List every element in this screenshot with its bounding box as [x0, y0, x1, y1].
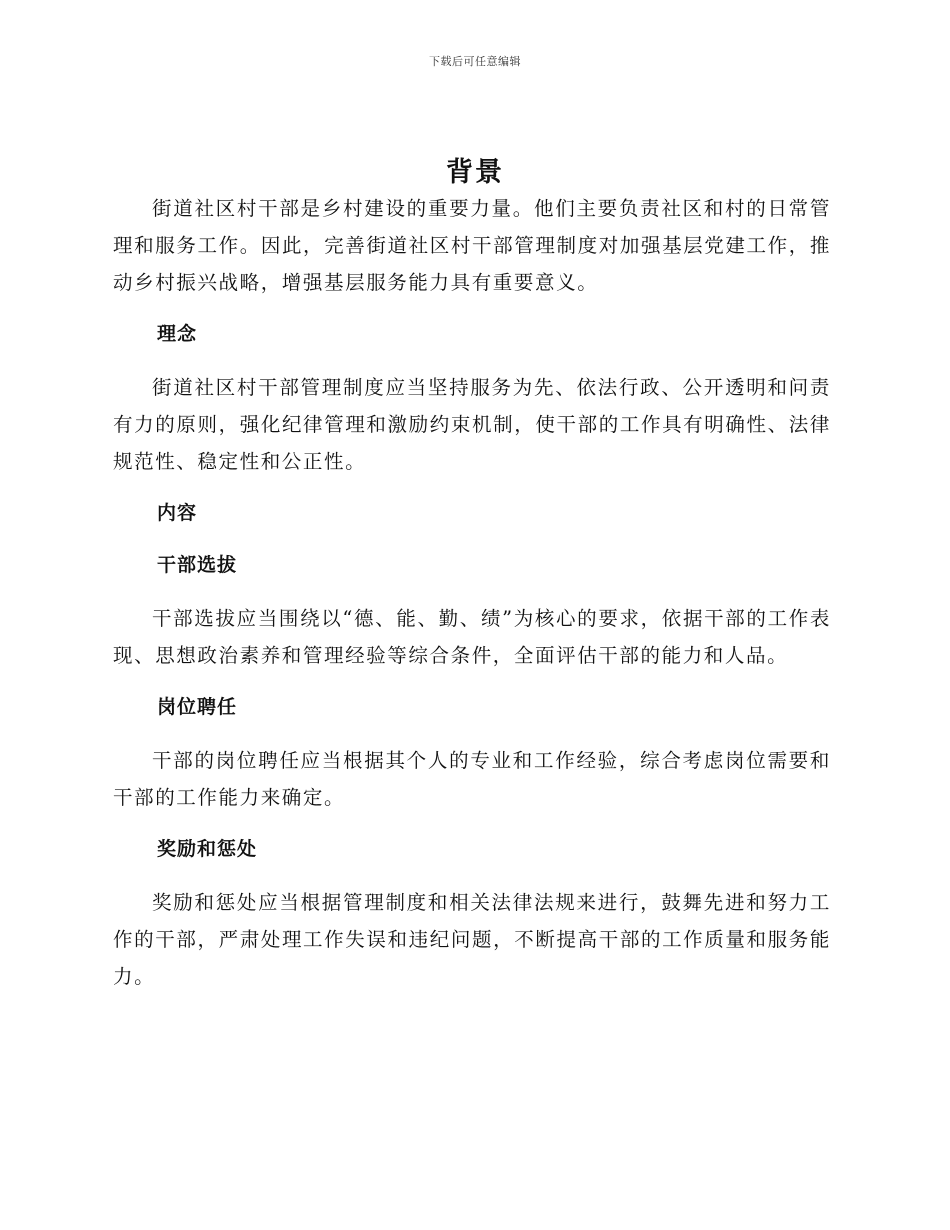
spacer: [113, 868, 831, 884]
section-paragraph-appointment: 干部的岗位聘任应当根据其个人的专业和工作经验，综合考虑岗位需要和干部的工作能力来确定。: [113, 749, 831, 809]
section-heading-selection: 干部选拔: [157, 554, 238, 576]
spacer: [113, 532, 831, 547]
spacer: [113, 674, 831, 689]
spacer: [113, 584, 831, 600]
section-paragraph-selection: 干部选拔应当围绕以“德、能、勤、绩”为核心的要求，依据干部的工作表现、思想政治素养和管理经验等综合条件，全面评估干部的能力和人品。: [113, 607, 831, 667]
section-heading-rewards: 奖励和惩处: [157, 838, 258, 860]
spacer: [113, 480, 831, 495]
document-title: 背景: [446, 157, 504, 188]
section-paragraph-rewards: 奖励和惩处应当根据管理制度和相关法律法规来进行，鼓舞先进和努力工作的干部，严肃处理工作失误和违纪问题，不断提高干部的工作质量和服务能力。: [113, 891, 831, 988]
intro-paragraph: 街道社区村干部是乡村建设的重要力量。他们主要负责社区和村的日常管理和服务工作。因此，完善街道社区村干部管理制度对加强基层党建工作，推动乡村振兴战略，增强基层服务能力具有重要意义。: [113, 197, 831, 294]
spacer: [113, 301, 831, 316]
section-heading-content: 内容: [157, 502, 198, 524]
header-note: 下载后可任意编辑: [429, 55, 521, 68]
section-heading-appointment: 岗位聘任: [157, 696, 238, 718]
section-paragraph-philosophy: 街道社区村干部管理制度应当坚持服务为先、依法行政、公开透明和问责有力的原则，强化纪律管理和激励约束机制，使干部的工作具有明确性、法律规范性、稳定性和公正性。: [113, 376, 831, 473]
spacer: [113, 816, 831, 831]
spacer: [113, 353, 831, 369]
spacer: [113, 726, 831, 742]
section-heading-philosophy: 理念: [157, 323, 198, 345]
document-body: [113, 190, 831, 995]
